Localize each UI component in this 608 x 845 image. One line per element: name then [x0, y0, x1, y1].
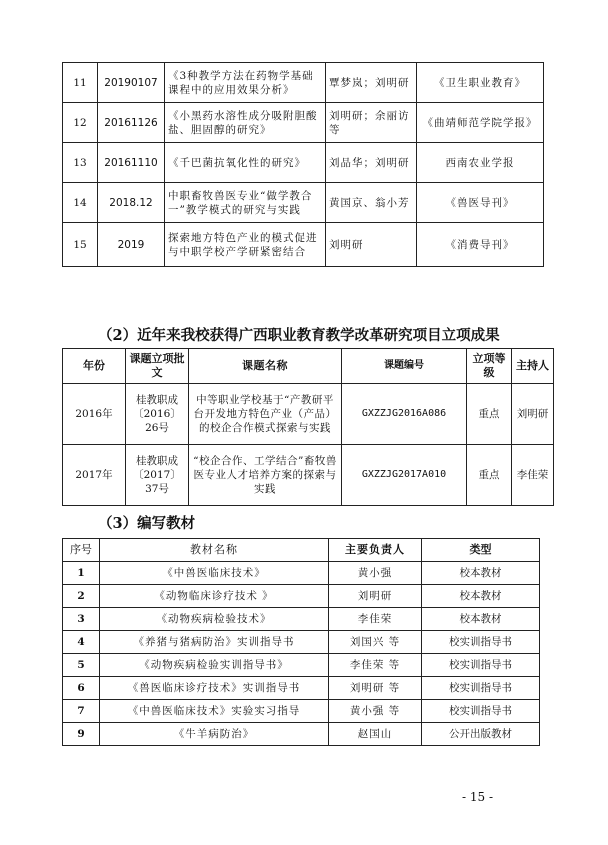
table-row — [63, 654, 540, 677]
paper-title: 探索地方特色产业的模式促进与中职学校产学研紧密结合 — [165, 223, 326, 267]
section-heading-projects: （2）近年来我校获得广西职业教育教学改革研究项目立项成果 — [98, 327, 500, 344]
project-code: GXZZJG2017A010 — [342, 445, 467, 506]
paper-title: 《3种教学方法在药物学基础课程中的应用效果分析》 — [165, 63, 326, 103]
textbook-type: 校实训指导书 — [422, 677, 540, 700]
paper-number: 15 — [63, 223, 98, 267]
header-seq: 序号 — [63, 539, 100, 562]
paper-date: 20161126 — [98, 103, 165, 143]
page-number: - 15 - — [462, 790, 494, 804]
table-row — [63, 223, 544, 267]
papers-table — [62, 62, 544, 267]
paper-authors: 黄国京、翁小芳 — [326, 183, 417, 223]
table-header-row — [63, 349, 554, 384]
textbook-name: 《养猪与猪病防治》实训指导书 — [100, 631, 329, 654]
project-name: 中等职业学校基于“产教研平台开发地方特色产业（产品）的校企合作模式探索与实践 — [189, 384, 342, 445]
paper-date: 20190107 — [98, 63, 165, 103]
textbook-name: 《兽医临床诊疗技术》实训指导书 — [100, 677, 329, 700]
paper-journal: 西南农业学报 — [417, 143, 544, 183]
textbook-name: 《牛羊病防治》 — [100, 723, 329, 746]
project-level: 重点 — [467, 384, 512, 445]
project-approval-doc: 桂教职成〔2017〕37号 — [126, 445, 189, 506]
textbook-name: 《动物疾病检验技术》 — [100, 608, 329, 631]
table-row — [63, 103, 544, 143]
table-row — [63, 723, 540, 746]
table-row — [63, 677, 540, 700]
project-year: 2017年 — [63, 445, 126, 506]
header-project-name: 课题名称 — [189, 349, 342, 384]
paper-authors: 刘品华；刘明研 — [326, 143, 417, 183]
textbook-name: 《动物疾病检验实训指导书》 — [100, 654, 329, 677]
textbook-owner: 李佳荣 — [329, 608, 422, 631]
paper-authors: 刘明研；余丽访等 — [326, 103, 417, 143]
paper-journal: 《卫生职业教育》 — [417, 63, 544, 103]
paper-journal: 《消费导刊》 — [417, 223, 544, 267]
table-row — [63, 631, 540, 654]
textbook-seq: 1 — [63, 562, 100, 585]
textbook-name: 《动物临床诊疗技术 》 — [100, 585, 329, 608]
textbook-seq: 3 — [63, 608, 100, 631]
header-level: 立项等级 — [467, 349, 512, 384]
paper-title: 《千巴菌抗氧化性的研究》 — [165, 143, 326, 183]
header-project-code: 课题编号 — [342, 349, 467, 384]
project-name: “校企合作、工学结合”畜牧兽医专业人才培养方案的探索与实践 — [189, 445, 342, 506]
paper-number: 11 — [63, 63, 98, 103]
paper-authors: 刘明研 — [326, 223, 417, 267]
table-row — [63, 183, 544, 223]
textbook-seq: 5 — [63, 654, 100, 677]
textbook-type: 校实训指导书 — [422, 631, 540, 654]
project-host: 刘明研 — [512, 384, 554, 445]
textbook-owner: 刘明研 — [329, 585, 422, 608]
textbook-owner: 黄小强 — [329, 562, 422, 585]
paper-date: 20161110 — [98, 143, 165, 183]
header-owner: 主要负责人 — [329, 539, 422, 562]
textbook-owner: 黄小强 等 — [329, 700, 422, 723]
paper-date: 2018.12 — [98, 183, 165, 223]
paper-number: 12 — [63, 103, 98, 143]
section-heading-textbooks: （3）编写教材 — [98, 515, 196, 532]
textbook-type: 校实训指导书 — [422, 654, 540, 677]
paper-title: 《小黑药水溶性成分吸附胆酸盐、胆固醇的研究》 — [165, 103, 326, 143]
table-row — [63, 562, 540, 585]
textbook-owner: 赵国山 — [329, 723, 422, 746]
table-row — [63, 63, 544, 103]
project-year: 2016年 — [63, 384, 126, 445]
paper-journal: 《曲靖师范学院学报》 — [417, 103, 544, 143]
textbook-seq: 4 — [63, 631, 100, 654]
textbook-type: 校实训指导书 — [422, 700, 540, 723]
textbook-owner: 刘明研 等 — [329, 677, 422, 700]
paper-title: 中职畜牧兽医专业“做学教合一”教学模式的研究与实践 — [165, 183, 326, 223]
textbook-seq: 2 — [63, 585, 100, 608]
textbook-seq: 7 — [63, 700, 100, 723]
paper-journal: 《兽医导刊》 — [417, 183, 544, 223]
paper-date: 2019 — [98, 223, 165, 267]
header-type: 类型 — [422, 539, 540, 562]
table-row — [63, 445, 554, 506]
project-host: 李佳荣 — [512, 445, 554, 506]
paper-number: 13 — [63, 143, 98, 183]
project-code: GXZZJG2016A086 — [342, 384, 467, 445]
textbook-seq: 9 — [63, 723, 100, 746]
textbook-type: 校本教材 — [422, 585, 540, 608]
project-level: 重点 — [467, 445, 512, 506]
table-row — [63, 143, 544, 183]
table-row — [63, 700, 540, 723]
textbook-seq: 6 — [63, 677, 100, 700]
header-approval-doc: 课题立项批文 — [126, 349, 189, 384]
paper-number: 14 — [63, 183, 98, 223]
paper-authors: 覃梦岚；刘明研 — [326, 63, 417, 103]
textbook-type: 校本教材 — [422, 608, 540, 631]
textbook-owner: 李佳荣 等 — [329, 654, 422, 677]
textbook-owner: 刘国兴 等 — [329, 631, 422, 654]
textbook-type: 校本教材 — [422, 562, 540, 585]
table-row — [63, 585, 540, 608]
project-approval-doc: 桂教职成〔2016〕26号 — [126, 384, 189, 445]
table-header-row — [63, 539, 540, 562]
table-row — [63, 608, 540, 631]
header-year: 年份 — [63, 349, 126, 384]
projects-table — [62, 348, 554, 506]
textbooks-table — [62, 538, 540, 746]
table-row — [63, 384, 554, 445]
textbook-type: 公开出版教材 — [422, 723, 540, 746]
header-host: 主持人 — [512, 349, 554, 384]
textbook-name: 《中兽医临床技术》 — [100, 562, 329, 585]
header-textbook-name: 教材名称 — [100, 539, 329, 562]
textbook-name: 《中兽医临床技术》实验实习指导 — [100, 700, 329, 723]
